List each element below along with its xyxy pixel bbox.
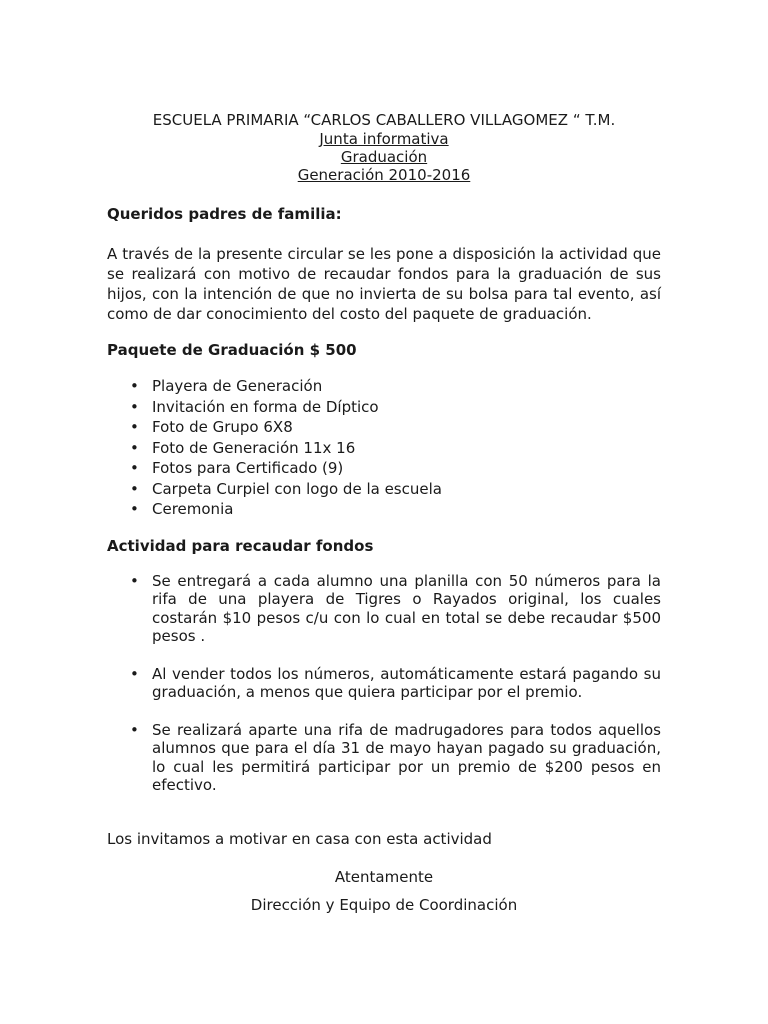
list-item: • Carpeta Curpiel con logo de la escuela (152, 479, 661, 500)
meeting-title: Junta informativa (319, 130, 449, 148)
list-item: • Al vender todos los números, automáticamente estará pagando su graduación, a menos que quiera participar por el premio. (152, 665, 661, 702)
document-header (107, 110, 661, 184)
event-title: Graduación (340, 148, 428, 166)
list-item: • Foto de Generación 11x 16 (152, 438, 661, 459)
package-list (107, 376, 661, 520)
greeting: Queridos padres de familia: (107, 205, 342, 223)
package-title: Paquete de Graduación $ 500 (107, 341, 357, 359)
list-item: • Ceremonia (152, 499, 661, 520)
list-item: • Playera de Generación (152, 376, 661, 397)
list-item: • Se entregará a cada alumno una planilla con 50 números para la rifa de una playera de Tigres o Rayados original, los cuales costarán $10 pesos c/u con lo cual en total se debe recaudar $500 pesos . (152, 572, 661, 646)
signature: Dirección y Equipo de Coordinación (250, 895, 518, 914)
document-page (107, 110, 661, 915)
list-item: • Invitación en forma de Díptico (152, 397, 661, 418)
generation-title: Generación 2010-2016 (297, 166, 471, 184)
list-item: • Fotos para Certificado (9) (152, 458, 661, 479)
list-item: • Se realizará aparte una rifa de madrugadores para todos aquellos alumnos que para el día 31 de mayo hayan pagado su graduación, lo cual les permitirá participar por un premio de $200 pesos en efectivo. (152, 721, 661, 795)
activity-list (107, 572, 661, 795)
intro-paragraph: A través de la presente circular se les pone a disposición la actividad que se realizará con motivo de recaudar fondos para la graduación de sus hijos, con la intención de que no invierta de su bolsa para tal evento, así como de dar conocimiento del costo del paquete de graduación. (107, 245, 661, 323)
school-name: ESCUELA PRIMARIA “CARLOS CABALLERO VILLAGOMEZ “ T.M. (152, 111, 616, 129)
activity-title: Actividad para recaudar fondos (107, 536, 374, 555)
list-item: • Foto de Grupo 6X8 (152, 417, 661, 438)
signoff: Atentamente (334, 867, 434, 886)
closing-text: Los invitamos a motivar en casa con esta actividad (107, 829, 492, 848)
